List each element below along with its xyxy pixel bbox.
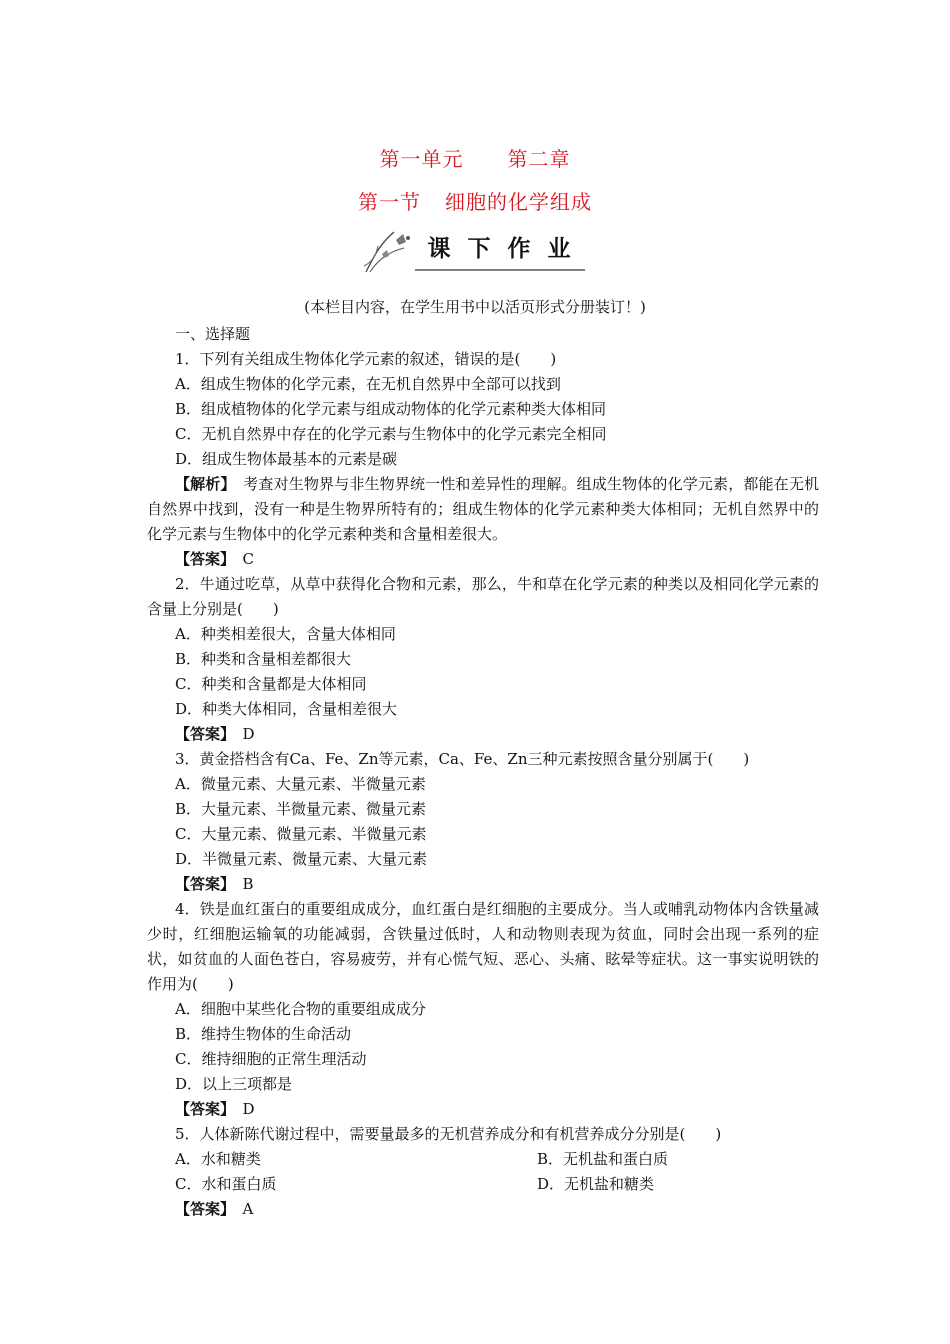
section-label: 第一节 [358,190,421,214]
chapter-label: 第二章 [507,147,571,171]
q3-option-c: C．大量元素、微量元素、半微量元素 [175,825,427,843]
q2-option-a: A．种类相差很大，含量大体相同 [175,625,396,643]
q4-option-b: B．维持生物体的生命活动 [175,1025,352,1043]
banner-char-1: 课 [427,235,451,262]
q3-option-d: D．半微量元素、微量元素、大量元素 [175,850,428,868]
banner-char-3: 作 [507,235,531,262]
banner-char-4: 业 [547,235,571,262]
answer-tag: 【答案】 [175,1100,228,1118]
section-title [0,186,950,215]
q5-options-row-1 [147,1147,819,1172]
answer-tag: 【答案】 [175,875,228,893]
q1-option-b: B．组成植物体的化学元素与组成动物体的化学元素种类大体相同 [175,400,607,418]
q2-answer [147,722,819,747]
q5-option-c: C．水和蛋白质 [175,1175,277,1193]
q2-option-c: C．种类和含量都是大体相同 [175,675,367,693]
unit-label: 第一单元 [379,147,464,171]
section-name: 细胞的化学组成 [445,190,592,214]
q3-option-b: B．大量元素、半微量元素、微量元素 [175,800,427,818]
q1-analysis [147,472,819,547]
homework-banner [360,226,590,274]
q5-stem: 5．人体新陈代谢过程中，需要量最多的无机营养成分和有机营养成分分别是( ) [175,1125,722,1143]
answer-value: C [242,550,255,568]
q4-option-a: A．细胞中某些化合物的重要组成成分 [175,1000,426,1018]
answer-tag: 【答案】 [175,1200,228,1218]
q3-option-a: A．微量元素、大量元素、半微量元素 [175,775,426,793]
analysis-tag: 【解析】 [175,475,229,493]
q3-answer [147,872,819,897]
q5-option-b: B．无机盐和蛋白质 [537,1150,669,1168]
q5-option-a: A．水和糖类 [175,1150,261,1168]
q4-stem: 4．铁是血红蛋白的重要组成成分，血红蛋白是红细胞的主要成分。当人或哺乳动物体内含铁量减少时，红细胞运输氧的功能减弱，含铁量过低时，人和动物则表现为贫血，同时会出现一系列的症状，如贫血的人面色苍白，容易疲劳，并有心慌气短、恶心、头痛、眩晕等症状。这一事实说明铁的作用为( ) [147,900,819,993]
q4-option-c: C．维持细胞的正常生理活动 [175,1050,367,1068]
q2-option-b: B．种类和含量相差都很大 [175,650,352,668]
q5-answer [147,1197,819,1222]
binding-note: (本栏目内容，在学生用书中以活页形式分册装订！) [304,298,646,316]
answer-tag: 【答案】 [175,725,228,743]
q1-stem: 1．下列有关组成生物体化学元素的叙述，错误的是( ) [175,350,557,368]
q1-option-a: A．组成生物体的化学元素，在无机自然界中全部可以找到 [175,375,561,393]
q2-option-d: D．种类大体相同，含量相差很大 [175,700,398,718]
question-list [147,322,819,1222]
answer-tag: 【答案】 [175,550,228,568]
answer-value: D [242,1100,255,1118]
q4-answer [147,1097,819,1122]
q1-option-d: D．组成生物体最基本的元素是碳 [175,450,398,468]
answer-value: D [242,725,255,743]
analysis-text: 考查对生物界与非生物界统一性和差异性的理解。组成生物体的化学元素，都能在无机自然界中找到，没有一种是生物界所特有的；组成生物体的化学元素种类大体相同；无机自然界中的化学元素与生物体中的化学元素种类和含量相差很大。 [147,475,819,543]
answer-value: B [242,875,254,893]
q3-stem: 3．黄金搭档含有Ca、Fe、Zn等元素，Ca、Fe、Zn三种元素按照含量分别属于( ) [175,750,750,768]
unit-chapter-title [0,143,950,172]
q5-options-row-2 [147,1172,819,1197]
part-title: 一、选择题 [175,325,251,343]
banner-char-2: 下 [467,235,491,262]
q1-answer [147,547,819,572]
q2-stem: 2．牛通过吃草，从草中获得化合物和元素，那么，牛和草在化学元素的种类以及相同化学元素的含量上分别是( ) [147,575,819,618]
q1-option-c: C．无机自然界中存在的化学元素与生物体中的化学元素完全相同 [175,425,607,443]
q4-option-d: D．以上三项都是 [175,1075,293,1093]
q5-option-d: D．无机盐和糖类 [537,1175,655,1193]
answer-value: A [242,1200,254,1218]
